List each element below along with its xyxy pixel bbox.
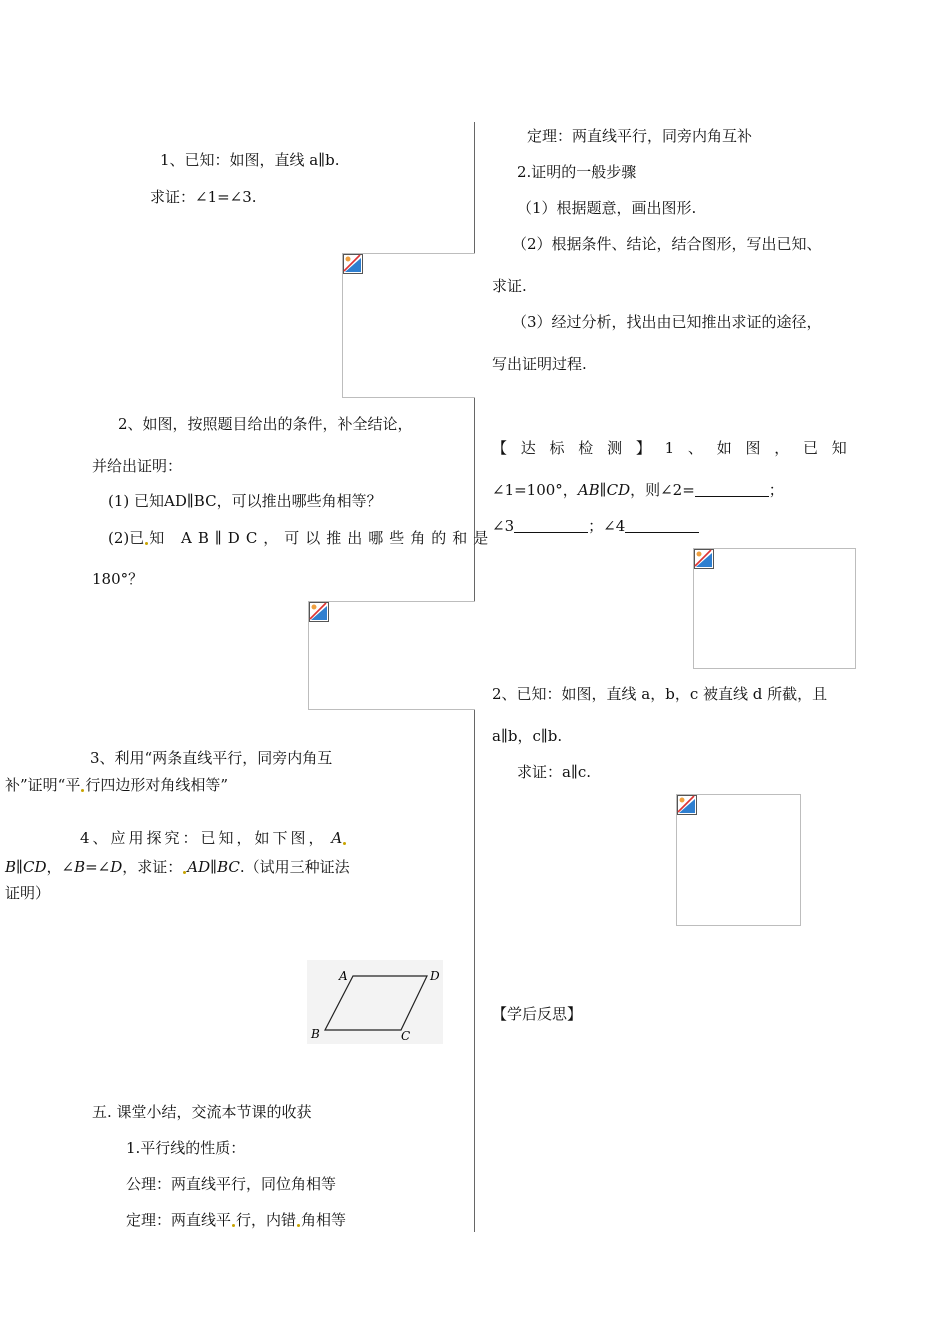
format-mark	[232, 1224, 235, 1227]
answer-blank-angle-3[interactable]	[514, 518, 588, 533]
problem-1-prove: 求证：∠1=∠3.	[150, 188, 257, 206]
format-mark	[183, 871, 186, 874]
summary-title: 五. 课堂小结，交流本节课的收获	[92, 1103, 312, 1121]
figure-background	[307, 960, 443, 1044]
problem-3-line-1: 3、利用“两条直线平行，同旁内角互	[90, 749, 333, 767]
problem-2-sub-2-cont: 180°？	[92, 570, 144, 588]
format-mark	[145, 542, 148, 545]
problem-4-line-1: 4、应用探究：已知，如下图， A	[80, 828, 347, 848]
proof-step-1: （1）根据题意，画出图形.	[517, 199, 697, 217]
check-question-2-prove: 求证：a∥c.	[517, 763, 592, 781]
proof-step-2: （2）根据条件、结论，结合图形，写出已知、	[512, 235, 822, 253]
broken-image-icon	[309, 602, 329, 622]
figure-placeholder-3	[693, 548, 856, 669]
check-question-1: ∠1=100°，AB∥CD，则∠2= ；	[492, 481, 784, 499]
answer-blank-angle-2[interactable]	[695, 482, 769, 497]
check-question-1-cont: ∠3 ；∠4	[492, 516, 699, 536]
reflection-heading: 【学后反思】	[492, 1005, 583, 1023]
check-question-2-cont: a∥b，c∥b.	[492, 727, 563, 745]
broken-image-icon	[694, 549, 714, 569]
format-mark	[81, 789, 84, 792]
vertex-label-a: A	[339, 969, 348, 983]
problem-4-line-2: B∥CD，∠B=∠D，求证： AD∥BC.（试用三种证法	[5, 858, 350, 876]
problem-1-given: 1、已知：如图，直线 a∥b.	[160, 151, 340, 169]
vertex-label-b: B	[311, 1027, 320, 1041]
check-heading: 【 达 标 检 测 】 1 、 如 图 ， 已 知	[492, 439, 847, 457]
proof-step-3-cont: 写出证明过程.	[492, 355, 587, 373]
summary-item-1: 1.平行线的性质：	[126, 1139, 246, 1157]
proof-step-2-cont: 求证.	[492, 277, 527, 295]
problem-2-intro: 2、如图，按照题目给出的条件，补全结论，	[118, 415, 413, 433]
figure-placeholder-1	[342, 253, 475, 398]
figure-placeholder-4	[676, 794, 801, 926]
figure-placeholder-2	[308, 601, 475, 710]
proof-steps-title: 2.证明的一般步骤	[517, 163, 637, 181]
format-mark	[297, 1224, 300, 1227]
parallelogram-figure	[307, 960, 443, 1044]
vertex-label-d: D	[430, 969, 440, 983]
vertex-label-c: C	[401, 1029, 411, 1043]
answer-blank-angle-4[interactable]	[625, 518, 699, 533]
problem-3-line-2: 补”证明“平 行四边形对角线相等”	[5, 776, 229, 794]
problem-2-sub-1: (1) 已知AD∥BC，可以推出哪些角相等？	[108, 492, 382, 510]
problem-2-sub-2: (2)已 知 AB∥DC，可以推出哪些角的和是	[108, 529, 495, 547]
broken-image-icon	[343, 254, 363, 274]
format-mark	[343, 842, 346, 845]
problem-4-line-3: 证明）	[5, 884, 51, 902]
proof-step-3: （3）经过分析，找出由已知推出求证的途径，	[512, 313, 822, 331]
broken-image-icon	[677, 795, 697, 815]
axiom-text: 公理：两直线平行，同位角相等	[126, 1175, 337, 1193]
theorem-2-text: 定理：两直线平行，同旁内角互补	[527, 127, 753, 145]
theorem-1-text: 定理：两直线平 行，内错 角相等	[126, 1211, 347, 1229]
problem-2-intro-cont: 并给出证明：	[92, 457, 183, 475]
check-question-2: 2、已知：如图，直线 a，b，c 被直线 d 所截，且	[492, 685, 828, 703]
